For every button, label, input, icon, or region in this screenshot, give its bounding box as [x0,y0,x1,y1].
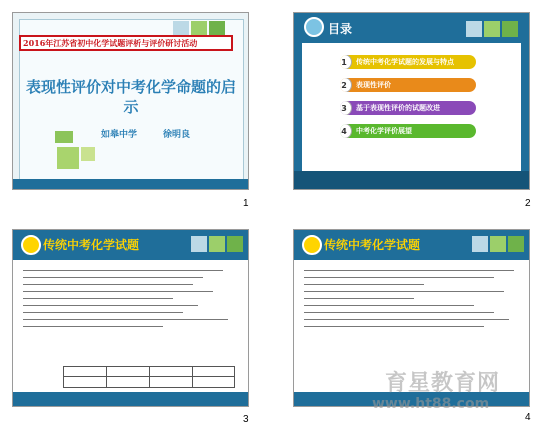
title-circle-icon [302,235,322,255]
slide-title: 目录 [328,22,353,36]
slide-2-thumbnail[interactable] [293,12,530,190]
slide-1-thumbnail[interactable] [12,12,249,190]
slide-3-thumbnail[interactable] [12,229,249,407]
toc-item-1 [340,55,476,69]
slide-footer [294,171,529,189]
toc-item-2 [340,78,476,92]
toc-number: 4 [340,124,352,138]
slide-title: 传统中考化学试题 [43,238,140,252]
decor-square [209,236,225,252]
slide-number: 3 [243,414,249,425]
toc-label: 中考化学评价展望 [356,127,412,135]
watermark-url: www.ht88.com [372,396,490,412]
slide-number: 1 [243,198,249,209]
slide-footer [13,179,248,189]
author-name: 徐明良 [163,130,191,140]
data-table [63,366,235,388]
decor-square [472,236,488,252]
toc-label: 表现性评价 [356,81,391,89]
leaf-image [55,131,73,143]
title-circle-icon [21,235,41,255]
watermark-site-name: 育星教育网 [385,371,501,396]
decor-square [484,21,500,37]
slide-body-text [23,270,238,333]
toc-item-3 [340,101,476,115]
decor-square [227,236,243,252]
slide-footer [13,392,248,406]
decor-square [490,236,506,252]
banner-text: 2016年江苏省初中化学试题评析与评价研讨活动 [23,38,198,48]
leaf-image [57,147,79,169]
toc-number: 1 [340,55,352,69]
slide-number: 4 [525,412,531,423]
toc-number: 2 [340,78,352,92]
slide-title: 表现性评价对中考化学命题的启示 [25,78,236,116]
decor-square [502,21,518,37]
decor-square [466,21,482,37]
leaf-image [81,147,95,161]
toc-label: 基于表现性评价的试题改进 [356,104,440,112]
slide-body-text [304,270,519,333]
toc-label: 传统中考化学试题的发展与特点 [356,58,454,66]
title-circle-icon [304,17,324,37]
slide-title: 传统中考化学试题 [324,238,421,252]
decor-square [508,236,524,252]
school-name: 如皋中学 [101,130,138,140]
toc-item-4 [340,124,476,138]
toc-number: 3 [340,101,352,115]
decor-square [191,236,207,252]
slide-number: 2 [525,198,531,209]
